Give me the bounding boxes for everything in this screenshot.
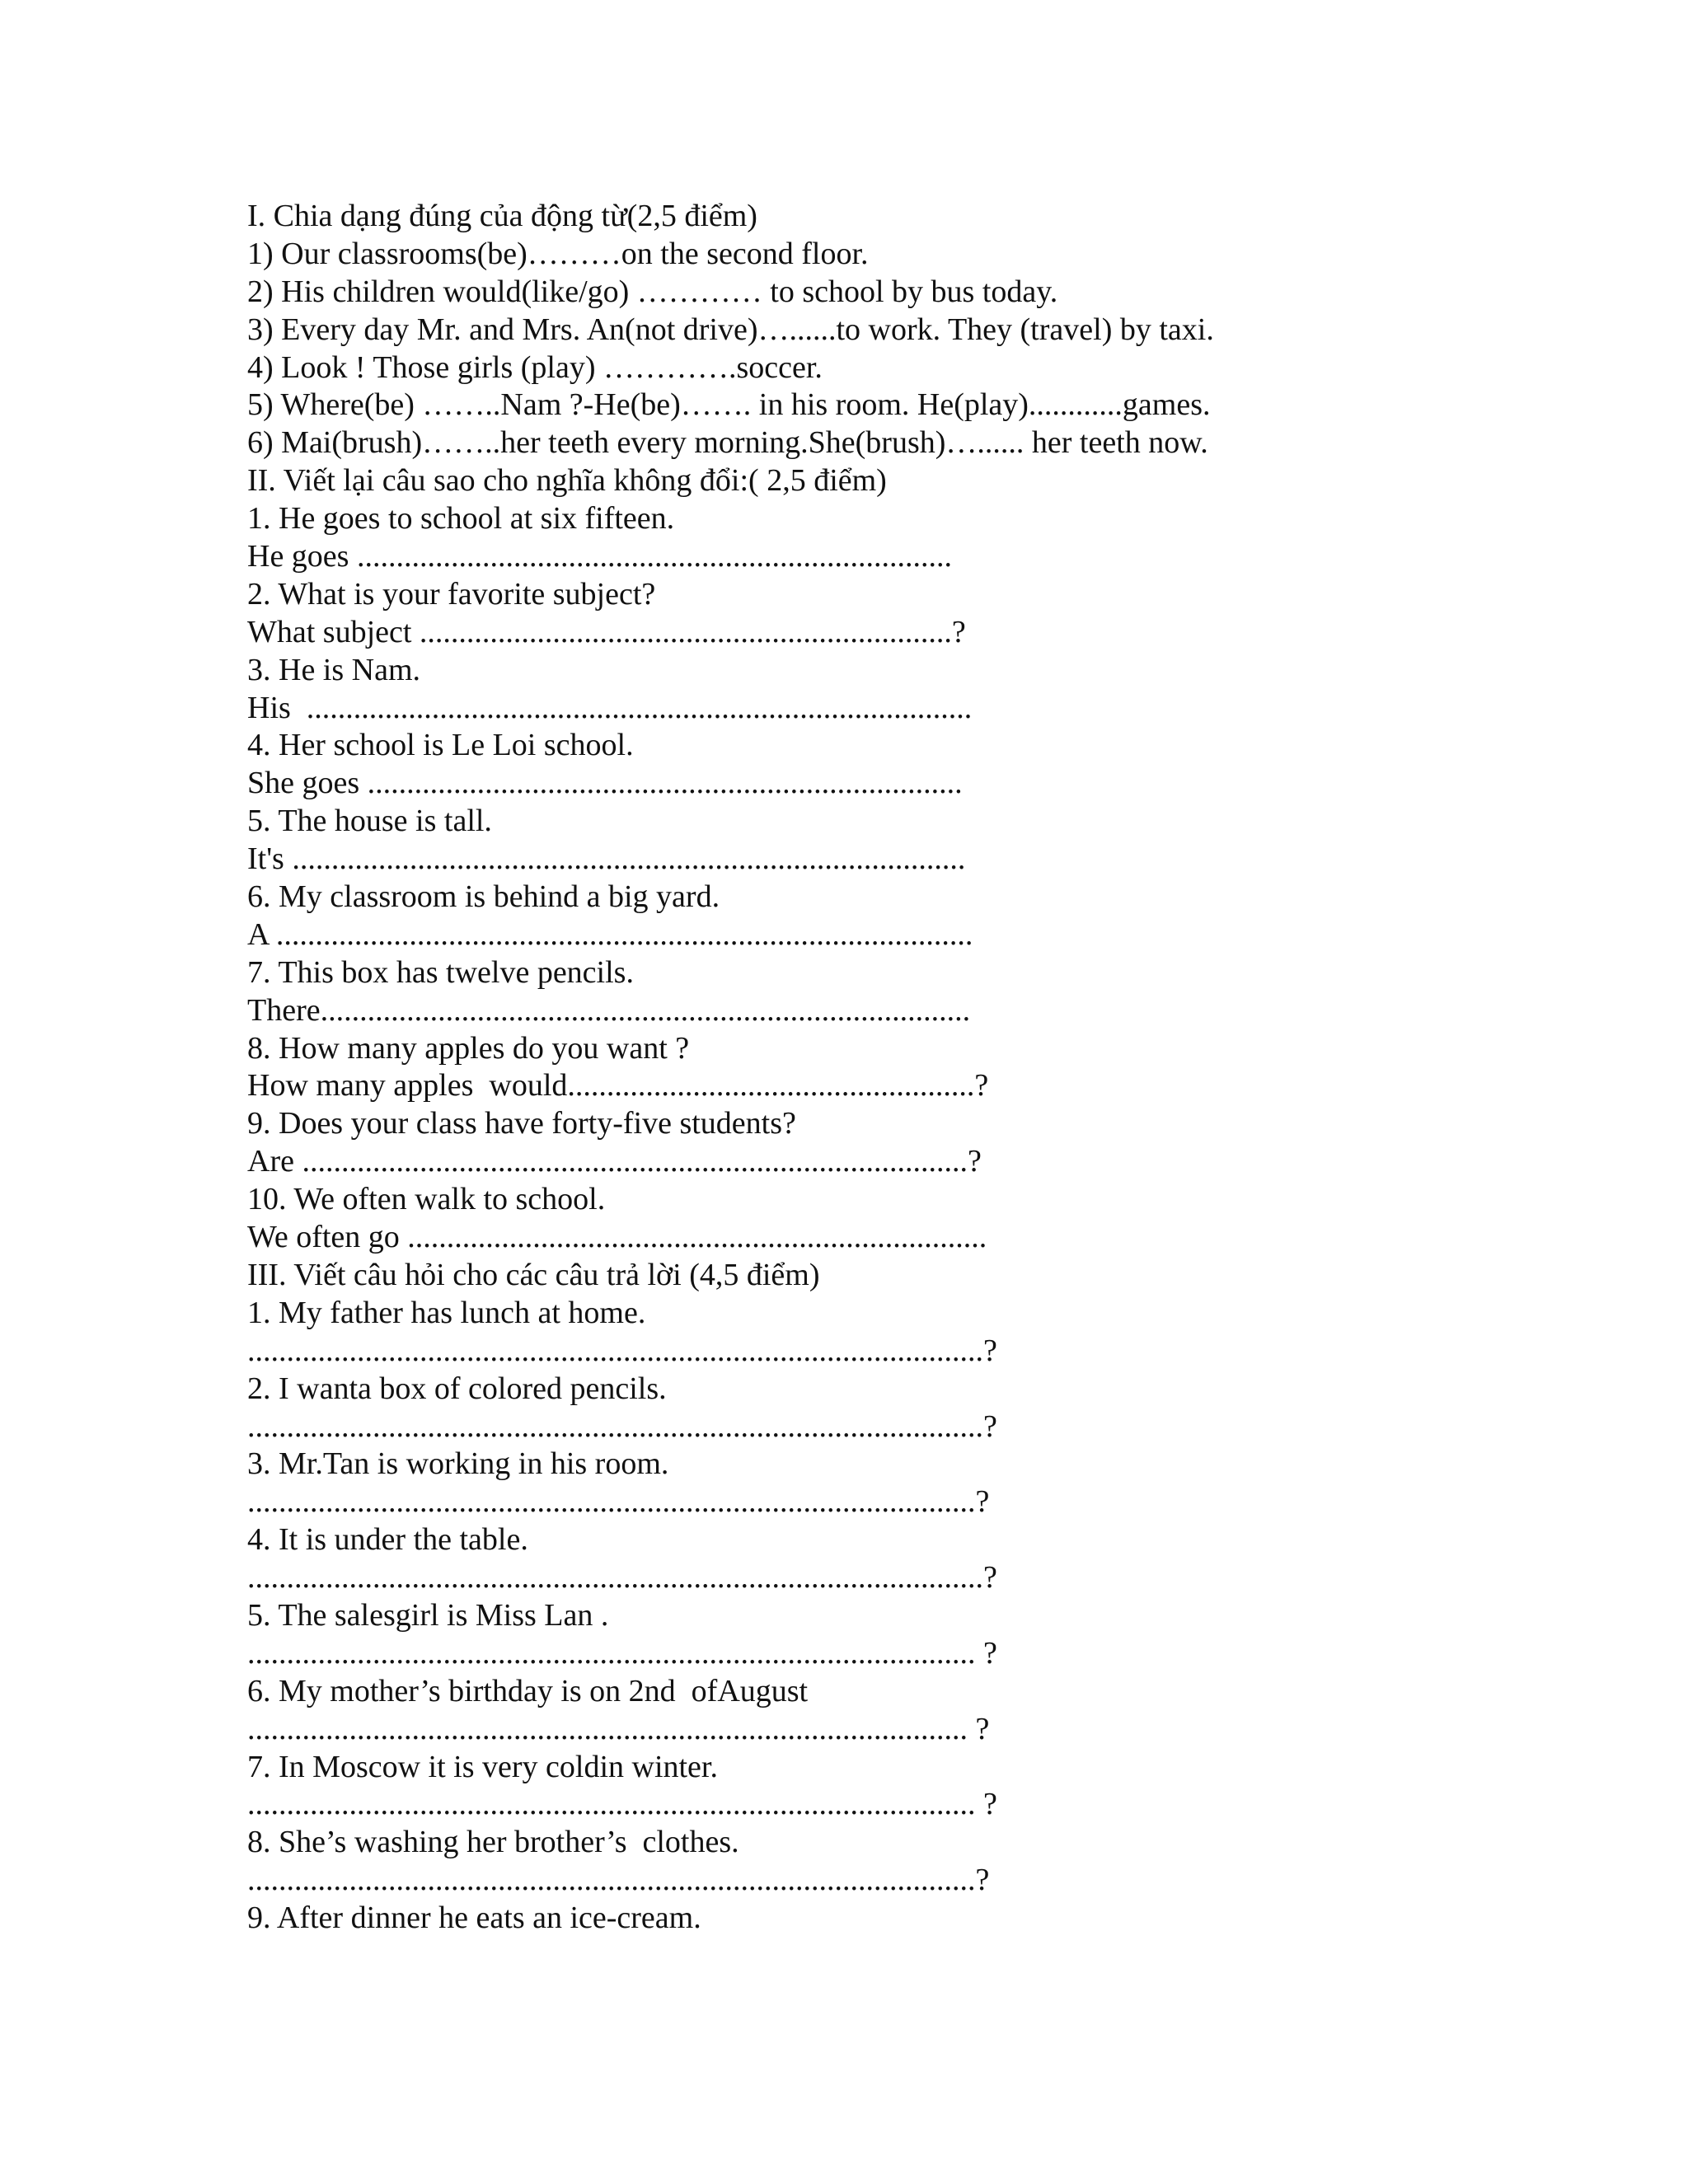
answer-line: .............................................................................................? <box>247 1484 990 1520</box>
exercise-line: 6) Mai(brush)……..her teeth every morning.She(brush)…...... her teeth now. <box>247 425 1208 461</box>
answer-line: ..............................................................................................? <box>247 1560 997 1596</box>
exercise-line: 3. He is Nam. <box>247 652 421 687</box>
exercise-line: 1. He goes to school at six fifteen. <box>247 501 675 537</box>
exercise-line: 5. The house is tall. <box>247 804 492 839</box>
exercise-line: 4. Her school is Le Loi school. <box>247 728 634 763</box>
exercise-line: 4. It is under the table. <box>247 1522 528 1558</box>
answer-line: What subject ....................................................................? <box>247 614 966 649</box>
section-heading: II. Viết lại câu sao cho nghĩa không đổi:( 2,5 điểm) <box>247 463 887 499</box>
answer-line: ..............................................................................................? <box>247 1333 997 1368</box>
exercise-line: 3. Mr.Tan is working in his room. <box>247 1446 669 1482</box>
exercise-line: 8. She’s washing her brother’s clothes. <box>247 1825 739 1860</box>
exercise-line: 3) Every day Mr. and Mrs. An(not drive)…......to work. They (travel) by taxi. <box>247 312 1214 347</box>
exercise-line: 6. My classroom is behind a big yard. <box>247 879 720 915</box>
answer-line: We often go .......................................................................... <box>247 1220 987 1255</box>
answer-line: How many apples would....................................................? <box>247 1068 989 1104</box>
answer-line: A ......................................................................................... <box>247 916 973 952</box>
exercise-line: 2. What is your favorite subject? <box>247 576 656 612</box>
exercise-line: 5. The salesgirl is Miss Lan . <box>247 1597 609 1633</box>
answer-line: Are .....................................................................................? <box>247 1144 982 1179</box>
section-heading: I. Chia dạng đúng của động từ(2,5 điểm) <box>247 199 757 233</box>
exercise-line: 6. My mother’s birthday is on 2nd ofAugust <box>247 1673 809 1708</box>
exercise-line: 1) Our classrooms(be)………on the second floor. <box>247 236 869 271</box>
exercise-line: 7. This box has twelve pencils. <box>247 954 634 990</box>
exercise-line: 4) Look ! Those girls (play) ………….soccer. <box>247 349 823 385</box>
exercise-line: 9. After dinner he eats an ice-cream. <box>247 1900 701 1936</box>
exercise-line: 2. I wanta box of colored pencils. <box>247 1371 667 1406</box>
exercise-line: 9. Does your class have forty-five students? <box>247 1106 796 1141</box>
answer-line: There................................................................................... <box>247 992 971 1028</box>
exercise-line: 5) Where(be) ……..Nam ?-He(be)……. in his room. He(play)............games. <box>247 387 1211 423</box>
exercise-line: 1. My father has lunch at home. <box>247 1295 646 1330</box>
worksheet-text <box>247 198 1484 1938</box>
answer-line: ............................................................................................ ? <box>247 1711 990 1746</box>
section-heading: III. Viết câu hỏi cho các câu trả lời (4,5 điểm) <box>247 1257 820 1292</box>
answer-line: .............................................................................................? <box>247 1863 990 1898</box>
exercise-line: 10. We often walk to school. <box>247 1182 606 1217</box>
answer-line: She goes ............................................................................ <box>247 766 963 801</box>
answer-line: His ..................................................................................... <box>247 690 973 725</box>
exercise-line: 7. In Moscow it is very coldin winter. <box>247 1749 718 1784</box>
answer-line: He goes ............................................................................ <box>247 539 952 574</box>
exercise-line: 2) His children would(like/go) ………… to school by bus today. <box>247 274 1058 309</box>
answer-line: ..............................................................................................? <box>247 1408 997 1444</box>
answer-line: ............................................................................................. ? <box>247 1635 997 1671</box>
exercise-line: 8. How many apples do you want ? <box>247 1030 690 1066</box>
answer-line: ............................................................................................. ? <box>247 1787 997 1822</box>
answer-line: It's ...................................................................................... <box>247 841 966 877</box>
